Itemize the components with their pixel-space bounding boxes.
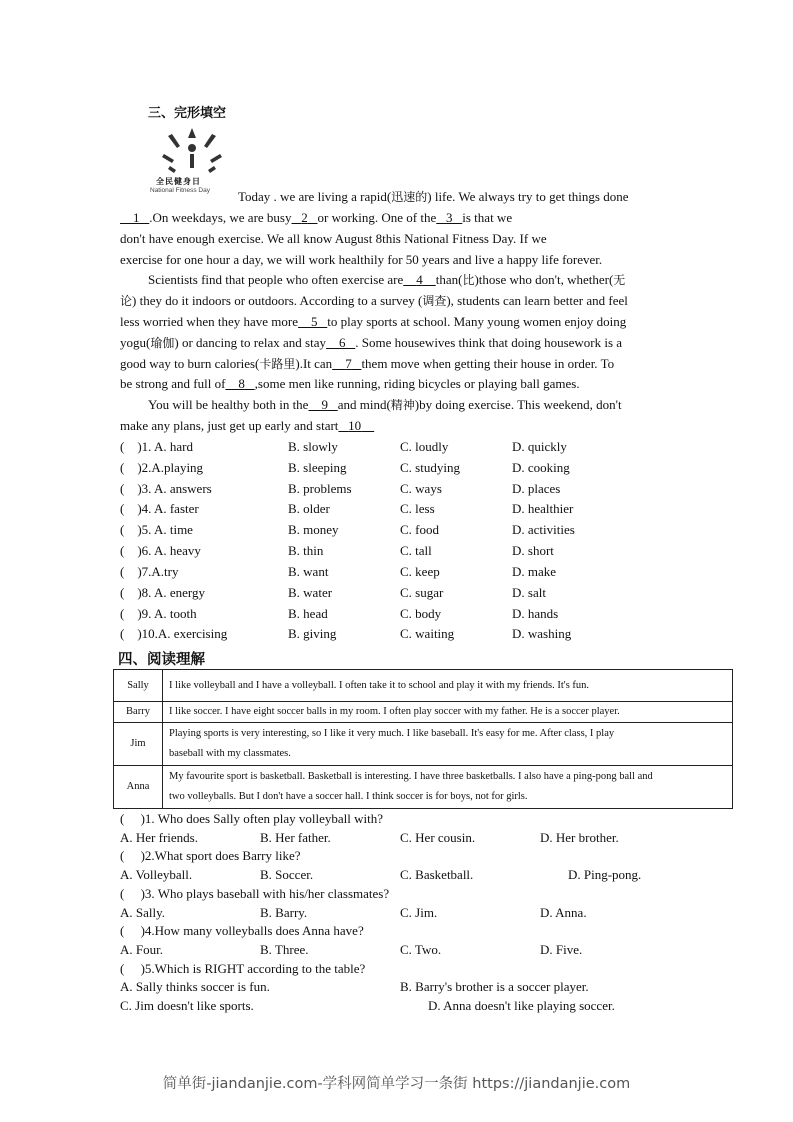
- section-heading: 三、完形填空: [148, 106, 227, 121]
- question-item: ( )5.Which is RIGHT according to the table?: [120, 961, 366, 976]
- table-cell-name: Barry: [114, 702, 163, 723]
- option-d: D. Five.: [540, 942, 583, 957]
- option-c: C. food: [400, 522, 439, 537]
- option-c: C. body: [400, 606, 442, 621]
- option-b: B. Barry.: [260, 905, 308, 920]
- question-item: ( )3. A. answers: [120, 481, 212, 496]
- option-a: A. Four.: [120, 942, 163, 957]
- option-c: C. Her cousin.: [400, 830, 476, 845]
- option-b: B. giving: [288, 626, 337, 641]
- option-b: B. problems: [288, 481, 352, 496]
- option-d: D. salt: [512, 585, 546, 600]
- option-d: D. make: [512, 564, 557, 579]
- blank-1: 1: [133, 210, 140, 225]
- option-c: C. Jim doesn't like sports.: [120, 998, 254, 1013]
- question-item: ( )1. Who does Sally often play volleyball with?: [120, 811, 383, 826]
- table-cell-text: I like volleyball and I have a volleyball. I often take it to school and play it with my friends. It's fun.: [163, 670, 733, 702]
- question-item: ( )9. A. tooth: [120, 606, 197, 621]
- option-b: B. sleeping: [288, 460, 347, 475]
- section-heading: 四、阅读理解: [118, 652, 205, 668]
- option-c: C. Two.: [400, 942, 442, 957]
- question-item: ( )4. A. faster: [120, 501, 199, 516]
- passage-line-4: exercise for one hour a day, we will work healthily for 50 years and live a happy life forever.: [120, 252, 603, 267]
- question-item: ( )2.A.playing: [120, 460, 204, 475]
- option-d: D. activities: [512, 522, 575, 537]
- option-c: C. tall: [400, 543, 432, 558]
- table-row: [114, 702, 733, 723]
- blank-4: 4: [416, 272, 423, 287]
- blank-5: 5: [310, 314, 318, 329]
- passage-line-9: good way to burn calories(卡路里).It can 7 them move when getting their house in order. To: [120, 356, 615, 371]
- blank-8: 8: [238, 376, 245, 391]
- question-item: ( )10.A. exercising: [120, 626, 228, 641]
- logo-chinese-text: 全民健身日: [156, 177, 201, 186]
- option-d: D. quickly: [512, 439, 567, 454]
- table-row: [114, 723, 733, 766]
- question-item: ( )5. A. time: [120, 522, 193, 537]
- passage-line-10: be strong and full of 8 ,some men like running, riding bicycles or playing ball games.: [120, 376, 580, 391]
- table-cell-name: Jim: [114, 723, 163, 766]
- option-b: B. Soccer.: [260, 867, 314, 882]
- footer-watermark: 简单街-jiandanjie.com-学科网简单学习一条街 https://jiandanjie.com: [162, 1076, 631, 1092]
- question-item: ( )8. A. energy: [120, 585, 205, 600]
- question-item: ( )6. A. heavy: [120, 543, 201, 558]
- national-fitness-day-logo: [150, 126, 234, 196]
- option-c: C. less: [400, 501, 435, 516]
- option-d: D. places: [512, 481, 561, 496]
- option-b: B. Barry's brother is a soccer player.: [400, 979, 589, 994]
- option-c: C. ways: [400, 481, 442, 496]
- option-b: B. slowly: [288, 439, 338, 454]
- option-b: B. thin: [288, 543, 324, 558]
- option-a: A. Volleyball.: [120, 867, 193, 882]
- question-item: ( )3. Who plays baseball with his/her classmates?: [120, 886, 390, 901]
- option-a: A. Sally thinks soccer is fun.: [120, 979, 270, 994]
- option-b: B. head: [288, 606, 328, 621]
- blank-6: 6: [338, 335, 346, 350]
- blank-10: 10: [348, 418, 362, 433]
- blank-9: 9: [321, 397, 328, 412]
- passage-line-2: 1 .On weekdays, we are busy 2 or working. One of the 3 is that we: [133, 210, 513, 225]
- option-a: A. Her friends.: [120, 830, 198, 845]
- option-d: D. Her brother.: [540, 830, 619, 845]
- table-row: [114, 670, 733, 702]
- question-item: ( )4.How many volleyballs does Anna have?: [120, 923, 364, 938]
- passage-line-11: You will be healthy both in the 9 and mind(精神)by doing exercise. This weekend, don't: [148, 397, 622, 412]
- table-cell-name: Anna: [114, 766, 163, 809]
- option-c: C. waiting: [400, 626, 455, 641]
- question-item: ( )2.What sport does Barry like?: [120, 848, 301, 863]
- option-b: B. money: [288, 522, 339, 537]
- option-c: C. keep: [400, 564, 440, 579]
- blank-7: 7: [345, 356, 352, 371]
- option-d: D. healthier: [512, 501, 574, 516]
- option-d: D. washing: [512, 626, 572, 641]
- option-d: D. Anna doesn't like playing soccer.: [428, 998, 615, 1013]
- passage-line-8: yogu(瑜伽) or dancing to relax and stay 6 . Some housewives think that doing housework is a: [120, 335, 623, 350]
- option-c: C. sugar: [400, 585, 444, 600]
- passage-line-1: Today . we are living a rapid(迅速的) life. We always try to get things done: [238, 189, 629, 204]
- passage-line-12: make any plans, just get up early and start 10: [120, 418, 362, 433]
- passage-line-7: less worried when they have more 5 to play sports at school. Many young women enjoy doing: [120, 314, 627, 329]
- option-d: D. short: [512, 543, 554, 558]
- passage-line-3: don't have enough exercise. We all know August 8this National Fitness Day. If we: [120, 231, 547, 246]
- option-d: D. cooking: [512, 460, 570, 475]
- option-c: C. Basketball.: [400, 867, 474, 882]
- option-d: D. Anna.: [540, 905, 587, 920]
- option-c: C. Jim.: [400, 905, 438, 920]
- option-c: C. studying: [400, 460, 460, 475]
- option-b: B. Her father.: [260, 830, 331, 845]
- option-b: B. want: [288, 564, 329, 579]
- reading-table: [113, 669, 733, 809]
- option-b: B. older: [288, 501, 330, 516]
- blank-2: 2: [301, 210, 308, 225]
- blank-3: 3: [446, 210, 453, 225]
- question-item: ( )7.A.try: [120, 564, 179, 579]
- table-cell-text: Playing sports is very interesting, so I like it very much. I like baseball. It's easy for me. After class, I play baseball with my classmates.: [163, 723, 733, 766]
- table-row: [114, 766, 733, 809]
- option-d: D. hands: [512, 606, 559, 621]
- passage-line-6: 论) they do it indoors or outdoors. According to a survey (调查), students can learn better and feel: [120, 293, 628, 308]
- passage-line-5: Scientists find that people who often exercise are 4 than(比)those who don't, whether(无: [148, 272, 626, 287]
- option-c: C. loudly: [400, 439, 449, 454]
- logo-english-text: National Fitness Day: [150, 187, 210, 194]
- table-cell-text: I like soccer. I have eight soccer balls in my room. I often play soccer with my father. He is a soccer player.: [163, 702, 733, 723]
- table-cell-name: Sally: [114, 670, 163, 702]
- option-b: B. water: [288, 585, 333, 600]
- option-d: D. Ping-pong.: [568, 867, 642, 882]
- option-b: B. Three.: [260, 942, 309, 957]
- question-item: ( )1. A. hard: [120, 439, 193, 454]
- table-cell-text: My favourite sport is basketball. Basketball is interesting. I have three basketballs. I also have a ping-pong ball and two volleyballs. But I don't have a soccer hall. I think soccer is for boys, not for girls.: [163, 766, 733, 809]
- option-a: A. Sally.: [120, 905, 166, 920]
